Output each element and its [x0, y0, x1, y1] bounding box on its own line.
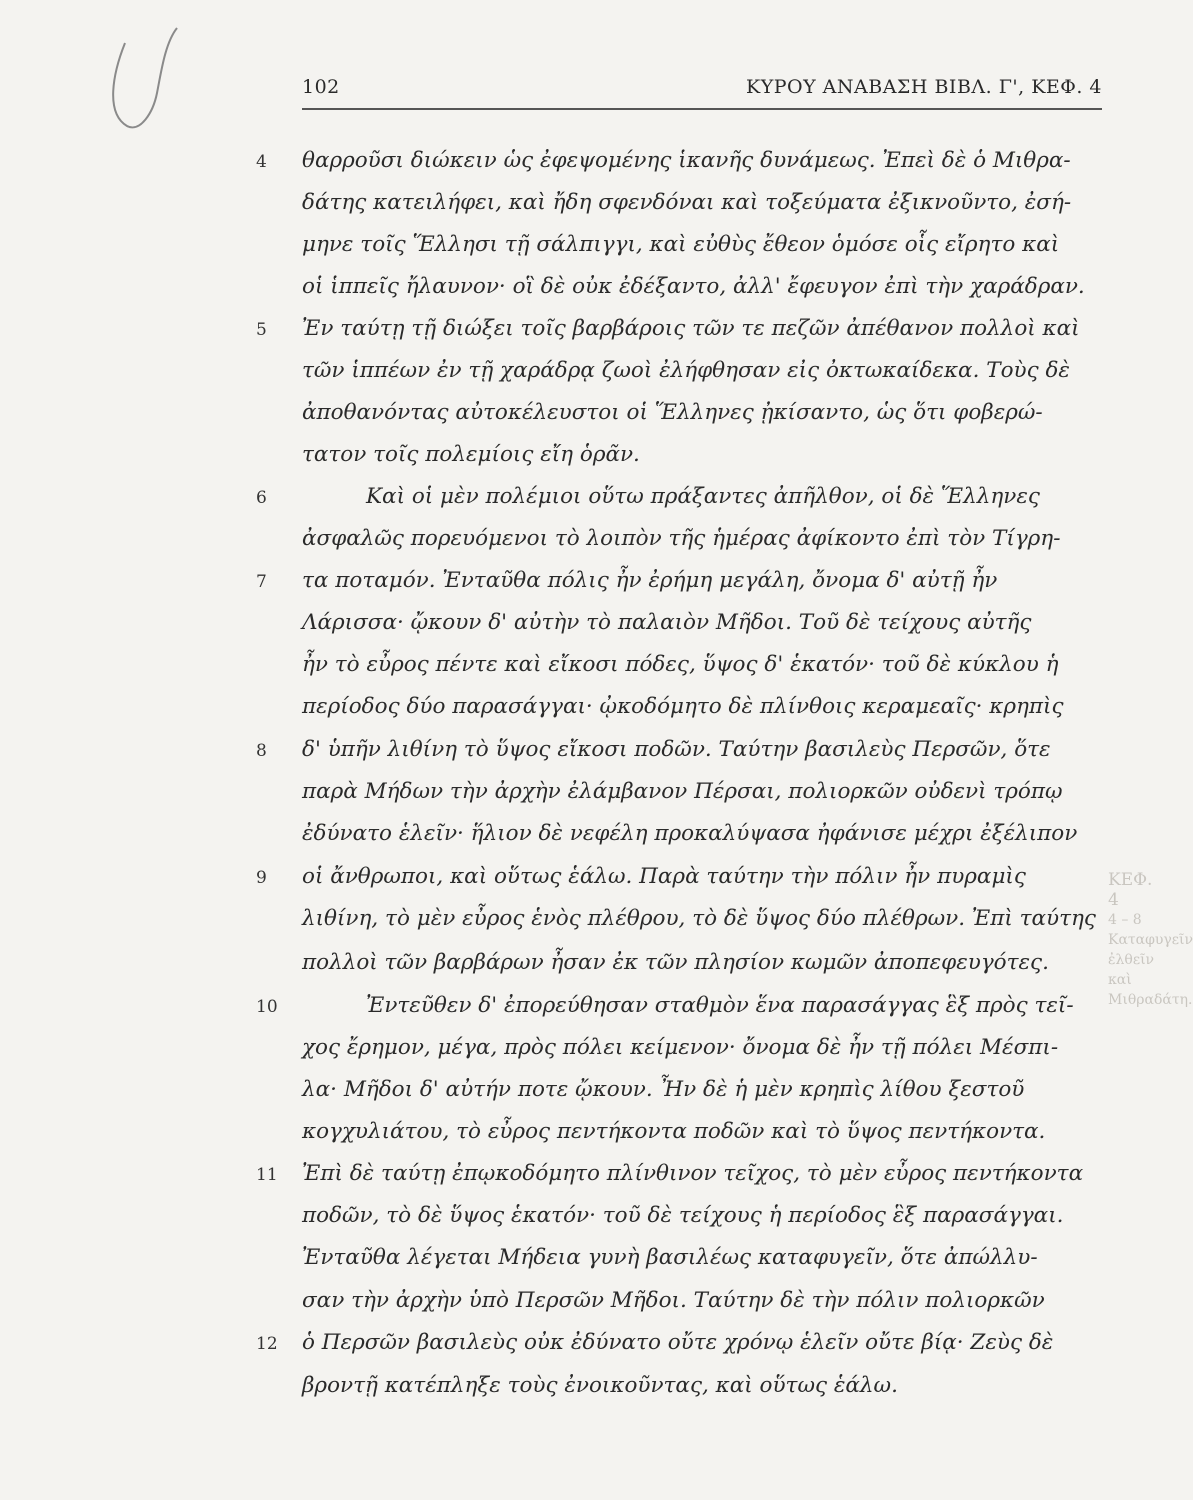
- text-line: ἀσφαλῶς πορευόμενοι τὸ λοιπὸν τῆς ἡμέρας ἀφίκοντο ἐπὶ τὸν Τίγρη-: [302, 526, 1061, 551]
- header-rule: [302, 108, 1102, 110]
- text-line: κογχυλιάτου, τὸ εὖρος πεντήκοντα ποδῶν καὶ τὸ ὕψος πεντήκοντα.: [302, 1119, 1046, 1144]
- text-line: ἐδύνατο ἑλεῖν· ἥλιον δὲ νεφέλη προκαλύψασα ἠφάνισε μέχρι ἐξέλιπον: [302, 821, 1078, 846]
- text-line: ἦν τὸ εὖρος πέντε καὶ εἴκοσι πόδες, ὕψος δ' ἑκατόν· τοῦ δὲ κύκλου ἡ: [302, 652, 1059, 677]
- text-line: τῶν ἱππέων ἐν τῇ χαράδρᾳ ζωοὶ ἐλήφθησαν εἰς ὀκτωκαίδεκα. Τοὺς δὲ: [302, 358, 1070, 383]
- section-number: 4: [256, 152, 267, 172]
- section-number: 7: [256, 572, 267, 592]
- text-line: πολλοὶ τῶν βαρβάρων ἦσαν ἐκ τῶν πλησίον κωμῶν ἀποπεφευγότες.: [302, 950, 1049, 975]
- section-number: 8: [256, 741, 267, 761]
- text-line: Ἐνταῦθα λέγεται Μήδεια γυνὴ βασιλέως καταφυγεῖν, ὅτε ἀπώλλυ-: [302, 1245, 1038, 1270]
- text-line: λιθίνη, τὸ μὲν εὖρος ἑνὸς πλέθρου, τὸ δὲ ὕψος δύο πλέθρων. Ἐπὶ ταύτης: [302, 906, 1096, 931]
- text-line: ἀποθανόντας αὐτοκέλευστοι οἱ Ἕλληνες ᾐκίσαντο, ὡς ὅτι φοβερώ-: [302, 400, 1043, 425]
- text-line: Ἐπὶ δὲ ταύτῃ ἐπῳκοδόμητο πλίνθινον τεῖχος, τὸ μὲν εὖρος πεντήκοντα: [302, 1161, 1084, 1186]
- text-line: οἱ ἄνθρωποι, καὶ οὕτως ἑάλω. Παρὰ ταύτην τὴν πόλιν ἦν πυραμὶς: [302, 864, 1026, 889]
- section-number: 9: [256, 868, 267, 888]
- text-line: χος ἔρημον, μέγα, πρὸς πόλει κείμενον· ὄνομα δὲ ἦν τῇ πόλει Μέσπι-: [302, 1035, 1059, 1060]
- running-header: [302, 76, 1102, 106]
- section-number: 6: [256, 488, 267, 508]
- section-number: 5: [256, 320, 267, 340]
- text-line: παρὰ Μήδων τὴν ἀρχὴν ἐλάμβανον Πέρσαι, πολιορκῶν οὐδενὶ τρόπῳ: [302, 779, 1063, 804]
- section-number: 10: [256, 997, 278, 1017]
- running-title: ΚΥΡΟΥ ΑΝΑΒΑΣΗ ΒΙΒΛ. Γ', ΚΕΦ. 4: [746, 76, 1102, 98]
- text-line: Ἐντεῦθεν δ' ἐπορεύθησαν σταθμὸν ἕνα παρασάγγας ἓξ πρὸς τεῖ-: [366, 993, 1074, 1018]
- text-line: θαρροῦσι διώκειν ὡς ἐφεψομένης ἱκανῆς δυνάμεως. Ἐπεὶ δὲ ὁ Μιθρα-: [302, 148, 1071, 173]
- bleed-through-word: Μιθραδάτη.: [1108, 992, 1193, 1008]
- text-line: δάτης κατειλήφει, καὶ ἤδη σφενδόναι καὶ τοξεύματα ἐξικνοῦντο, ἐσή-: [302, 190, 1072, 215]
- text-line: Ἐν ταύτῃ τῇ διώξει τοῖς βαρβάροις τῶν τε πεζῶν ἀπέθανον πολλοὶ καὶ: [302, 316, 1080, 341]
- text-line: Λάρισσα· ᾤκουν δ' αὐτὴν τὸ παλαιὸν Μῆδοι. Τοῦ δὲ τείχους αὐτῆς: [302, 610, 1032, 635]
- text-line: οἱ ἱππεῖς ἤλαυνον· οἳ δὲ οὐκ ἐδέξαντο, ἀλλ' ἔφευγον ἐπὶ τὴν χαράδραν.: [302, 274, 1085, 299]
- text-line: τατον τοῖς πολεμίοις εἴη ὁρᾶν.: [302, 442, 640, 467]
- text-line: περίοδος δύο παρασάγγαι· ᾠκοδόμητο δὲ πλίνθοις κεραμεαῖς· κρηπὶς: [302, 694, 1064, 719]
- bleed-through-word: Καταφυγεῖν: [1108, 932, 1193, 948]
- bleed-through-margin: [1108, 870, 1193, 1050]
- section-number: 12: [256, 1334, 278, 1354]
- text-line: Καὶ οἱ μὲν πολέμιοι οὕτω πράξαντες ἀπῆλθον, οἱ δὲ Ἕλληνες: [366, 484, 1040, 509]
- bleed-through-title: ΚΕΦ. 4: [1108, 870, 1153, 910]
- bleed-through-word: ἐλθεῖν καὶ: [1108, 952, 1155, 988]
- text-line: ποδῶν, τὸ δὲ ὕψος ἑκατόν· τοῦ δὲ τείχους ἡ περίοδος ἓξ παρασάγγαι.: [302, 1203, 1064, 1228]
- text-line: τα ποταμόν. Ἐνταῦθα πόλις ἦν ἐρήμη μεγάλη, ὄνομα δ' αὐτῇ ἦν: [302, 568, 998, 593]
- text-line: λα· Μῆδοι δ' αὐτήν ποτε ᾤκουν. Ἦν δὲ ἡ μὲν κρηπὶς λίθου ξεστοῦ: [302, 1077, 1025, 1102]
- text-line: δ' ὑπῆν λιθίνη τὸ ὕψος εἴκοσι ποδῶν. Ταύτην βασιλεὺς Περσῶν, ὅτε: [302, 737, 1051, 762]
- bleed-through-range: 4 – 8: [1108, 912, 1142, 928]
- text-line: σαν τὴν ἀρχὴν ὑπὸ Περσῶν Μῆδοι. Ταύτην δὲ τὴν πόλιν πολιορκῶν: [302, 1288, 1045, 1313]
- section-number: 11: [256, 1165, 278, 1185]
- pencil-mark: [95, 18, 185, 138]
- text-line: βροντῇ κατέπληξε τοὺς ἐνοικοῦντας, καὶ οὕτως ἑάλω.: [302, 1373, 898, 1398]
- text-line: μηνε τοῖς Ἕλλησι τῇ σάλπιγγι, καὶ εὐθὺς ἔθεον ὁμόσε οἷς εἴρητο καὶ: [302, 232, 1060, 257]
- page-number: 102: [302, 76, 340, 98]
- text-line: ὁ Περσῶν βασιλεὺς οὐκ ἐδύνατο οὔτε χρόνῳ ἑλεῖν οὔτε βίᾳ· Ζεὺς δὲ: [302, 1330, 1054, 1355]
